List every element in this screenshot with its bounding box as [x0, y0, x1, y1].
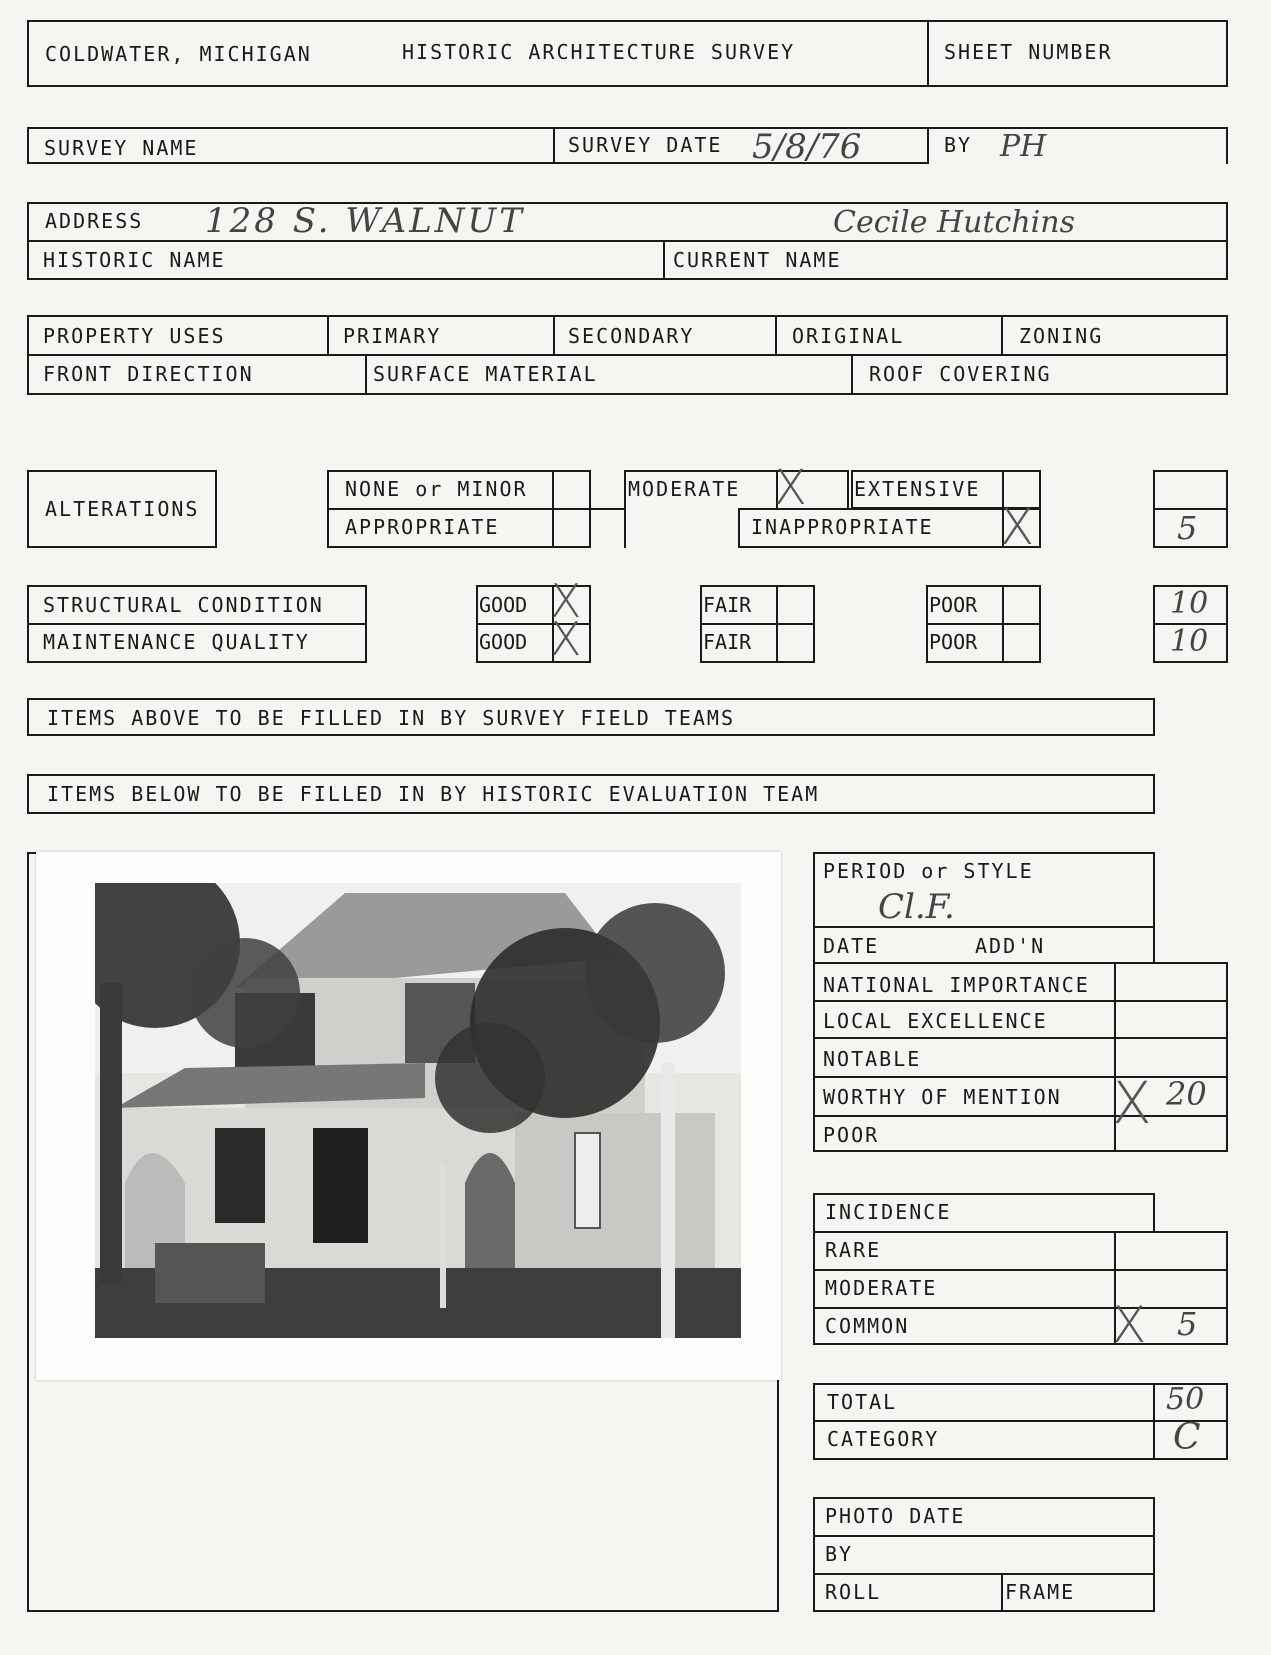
- alterations-grid-a-chk: [552, 470, 554, 548]
- current-name-label: CURRENT NAME: [673, 248, 842, 272]
- poor-mid: [926, 623, 1041, 625]
- alterations-grid-b-left: [624, 470, 626, 548]
- survey-row-div1: [553, 127, 555, 164]
- category-label: CATEGORY: [827, 1427, 940, 1451]
- moderate-label: MODERATE: [628, 477, 741, 501]
- frame-label: FRAME: [1005, 1580, 1076, 1604]
- roll-label: ROLL: [825, 1580, 882, 1604]
- sheet-number-label: SHEET NUMBER: [944, 40, 1113, 64]
- property-div-5: [365, 354, 367, 395]
- form-title: HISTORIC ARCHITECTURE SURVEY: [402, 40, 796, 64]
- survey-row-top: [27, 127, 1228, 129]
- worthy-of-mention-label: WORTHY OF MENTION: [823, 1085, 1062, 1109]
- notice-below: ITEMS BELOW TO BE FILLED IN BY HISTORIC EVALUATION TEAM: [47, 782, 820, 806]
- property-uses-label: PROPERTY USES: [43, 324, 226, 348]
- address-value: 128 S. WALNUT: [205, 201, 525, 241]
- house-photo: [95, 883, 741, 1338]
- totals-value-col: [1153, 1383, 1155, 1460]
- incidence-label: INCIDENCE: [825, 1200, 952, 1224]
- period-date-divider: [813, 926, 1155, 928]
- rare-label: RARE: [825, 1238, 882, 1262]
- photo-by-label: BY: [825, 1542, 854, 1566]
- inappropriate-label: INAPPROPRIATE: [751, 515, 934, 539]
- fair-structural-label: FAIR: [703, 593, 752, 617]
- evaluation-poor-label: POOR: [823, 1123, 880, 1147]
- property-div-4: [1001, 315, 1003, 355]
- address-name-divider: [663, 240, 665, 280]
- roll-frame-divider: [1001, 1573, 1003, 1612]
- maintenance-quality-label: MAINTENANCE QUALITY: [43, 630, 310, 654]
- structural-condition-label: STRUCTURAL CONDITION: [43, 593, 324, 617]
- survey-row-div2: [927, 127, 929, 164]
- none-minor-label: NONE or MINOR: [345, 477, 528, 501]
- common-label: COMMON: [825, 1314, 910, 1338]
- current-owner-handwritten: Cecile Hutchins: [833, 205, 1075, 240]
- historic-name-label: HISTORIC NAME: [43, 248, 226, 272]
- property-div-1: [327, 315, 329, 355]
- worthy-check-mark: X: [1112, 1069, 1152, 1137]
- common-check-mark: X: [1112, 1296, 1147, 1354]
- local-excellence-label: LOCAL EXCELLENCE: [823, 1009, 1048, 1033]
- survey-row-left: [27, 127, 29, 164]
- location-label: COLDWATER, MICHIGAN: [45, 42, 312, 66]
- alterations-grid-c-right2: [1039, 470, 1041, 548]
- property-div-2: [553, 315, 555, 355]
- alterations-grid-b-top: [624, 470, 848, 472]
- poor-structural-label: POOR: [929, 593, 978, 617]
- incidence-moderate-label: MODERATE: [825, 1276, 938, 1300]
- photo-info-row-1: [813, 1535, 1155, 1537]
- address-label: ADDRESS: [45, 209, 144, 233]
- period-value: Cl.F.: [878, 887, 955, 927]
- secondary-label: SECONDARY: [568, 324, 695, 348]
- importance-row-2: [813, 1037, 1228, 1039]
- addn-label: ADD'N: [975, 934, 1046, 958]
- alterations-score: 5: [1177, 509, 1198, 547]
- zoning-label: ZONING: [1019, 324, 1104, 348]
- survey-date-label: SURVEY DATE: [568, 133, 723, 157]
- alterations-grid-c-bottom: [738, 546, 1041, 548]
- alterations-grid-b-right: [847, 470, 849, 509]
- extensive-label: EXTENSIVE: [854, 477, 981, 501]
- appropriate-label: APPROPRIATE: [345, 515, 500, 539]
- alterations-grid-c-left2: [738, 508, 740, 548]
- importance-row-4: [813, 1115, 1228, 1117]
- good-maintenance-label: GOOD: [479, 630, 528, 654]
- poor-maintenance-label: POOR: [929, 630, 978, 654]
- fair-chk: [776, 585, 778, 663]
- category-value: C: [1173, 1417, 1201, 1458]
- primary-label: PRIMARY: [343, 324, 442, 348]
- notice-above: ITEMS ABOVE TO BE FILLED IN BY SURVEY FIELD TEAMS: [47, 706, 736, 730]
- original-label: ORIGINAL: [792, 324, 905, 348]
- condition-label-mid: [27, 623, 367, 625]
- poor-chk: [1002, 585, 1004, 663]
- survey-name-label: SURVEY NAME: [44, 136, 199, 160]
- fair-mid: [700, 623, 815, 625]
- fair-maintenance-label: FAIR: [703, 630, 752, 654]
- survey-by-label: BY: [944, 133, 973, 157]
- incidence-row-2: [813, 1307, 1228, 1309]
- total-label: TOTAL: [827, 1390, 898, 1414]
- good-maintenance-check: X: [550, 612, 582, 666]
- header-divider: [927, 20, 929, 87]
- common-score: 5: [1177, 1305, 1198, 1343]
- date-label: DATE: [823, 934, 880, 958]
- national-importance-label: NATIONAL IMPORTANCE: [823, 973, 1090, 997]
- alterations-label: ALTERATIONS: [45, 497, 200, 521]
- survey-date-value: 5/8/76: [752, 127, 862, 167]
- inappropriate-check-mark: X: [1000, 498, 1035, 556]
- surface-material-label: SURFACE MATERIAL: [373, 362, 598, 386]
- alterations-grid-a-mid: [327, 508, 626, 510]
- total-value: 50: [1166, 1382, 1205, 1417]
- survey-by-value: PH: [1000, 129, 1047, 164]
- structural-score: 10: [1170, 586, 1209, 621]
- importance-row-1: [813, 1000, 1228, 1002]
- photo-info-row-2: [813, 1573, 1155, 1575]
- good-structural-check: X: [550, 574, 582, 628]
- photo-date-label: PHOTO DATE: [825, 1504, 966, 1528]
- good-structural-label: GOOD: [479, 593, 528, 617]
- notable-label: NOTABLE: [823, 1047, 922, 1071]
- moderate-check-mark: X: [774, 460, 807, 516]
- survey-row-right: [1226, 127, 1228, 164]
- property-div-6: [851, 354, 853, 395]
- worthy-score: 20: [1166, 1075, 1207, 1113]
- maintenance-score: 10: [1170, 624, 1209, 659]
- incidence-row-1: [813, 1269, 1228, 1271]
- property-div-3: [775, 315, 777, 355]
- property-divider: [27, 354, 1228, 356]
- roof-covering-label: ROOF COVERING: [869, 362, 1052, 386]
- period-label: PERIOD or STYLE: [823, 859, 1034, 883]
- front-direction-label: FRONT DIRECTION: [43, 362, 254, 386]
- totals-mid: [813, 1420, 1228, 1422]
